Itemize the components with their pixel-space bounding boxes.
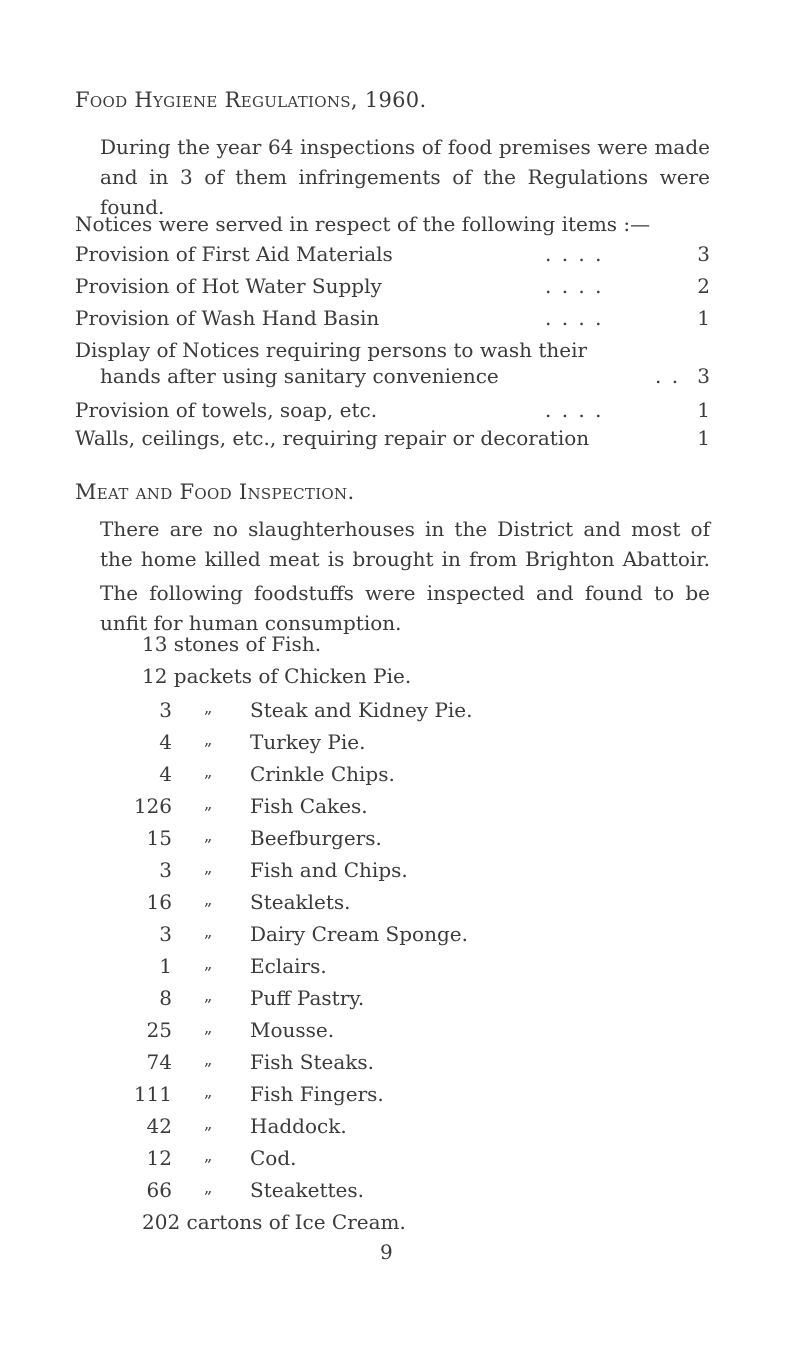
food-name: Haddock. — [250, 1114, 347, 1138]
food-item — [142, 954, 602, 982]
food-item — [133, 1082, 602, 1110]
slaughterhouse-text: There are no slaughterhouses in the District and most of the home killed meat is brought in from Brighton Abattoir. — [100, 517, 710, 571]
notices-lead: Notices were served in respect of the following items :— — [75, 212, 651, 236]
display-notices-line1: Display of Notices requiring persons to wash their — [75, 338, 588, 362]
food-name: Fish Steaks. — [250, 1050, 375, 1074]
food-qty: 3 — [159, 922, 172, 946]
ditto-mark: „ — [204, 986, 213, 1005]
food-name: Beefburgers. — [250, 826, 382, 850]
foodstuffs-paragraph — [100, 578, 710, 638]
food-item — [142, 858, 602, 886]
food-name: Puff Pastry. — [250, 986, 365, 1010]
ice-cream-line: 202 cartons of Ice Cream. — [142, 1210, 406, 1234]
food-qty: 4 — [159, 730, 172, 754]
food-item — [142, 986, 602, 1014]
ditto-mark: „ — [204, 698, 213, 717]
ditto-mark: „ — [204, 1050, 213, 1069]
notice-item-count: 1 — [697, 426, 710, 450]
food-qty: 74 — [146, 1050, 172, 1074]
food-item — [142, 1114, 602, 1142]
food-qty: 25 — [146, 1018, 172, 1042]
ditto-mark: „ — [204, 1082, 213, 1101]
food-item — [133, 794, 602, 822]
notice-item-count: 1 — [697, 306, 710, 330]
leader-dots: . . . . — [545, 242, 604, 266]
meat-food-inspection-heading: Meat and Food Inspection. — [75, 480, 355, 504]
ditto-mark: „ — [204, 826, 213, 845]
food-name: Steaklets. — [250, 890, 351, 914]
notice-item — [75, 426, 710, 456]
foodstuffs-text: The following foodstuffs were inspected and found to be unfit for human consumption. — [100, 581, 710, 635]
food-qty: 3 — [159, 858, 172, 882]
notice-item-label: Provision of Hot Water Supply — [75, 274, 382, 298]
notice-item-count: 3 — [697, 364, 710, 388]
intro-text: During the year 64 inspections of food premises were made and in 3 of them infringements of the Regulations were found. — [100, 135, 710, 219]
leader-dots: . . . . — [545, 398, 604, 422]
food-name: Steak and Kidney Pie. — [250, 698, 473, 722]
notice-item-count: 3 — [697, 242, 710, 266]
inspection-intro-paragraph — [100, 132, 710, 222]
food-hygiene-heading: Food Hygiene Regulations, 1960. — [75, 88, 427, 112]
food-item — [142, 826, 602, 854]
food-qty: 1 — [159, 954, 172, 978]
leader-dots: . . . . — [545, 306, 604, 330]
notice-item-count: 1 — [697, 398, 710, 422]
food-qty: 16 — [146, 890, 172, 914]
page-number: 9 — [380, 1240, 393, 1264]
notice-item — [75, 364, 710, 394]
notice-item-label: hands after using sanitary convenience — [100, 364, 499, 388]
ditto-mark: „ — [204, 890, 213, 909]
notice-item-label: Provision of First Aid Materials — [75, 242, 393, 266]
notice-item-count: 2 — [697, 274, 710, 298]
food-item — [142, 730, 602, 758]
ditto-mark: „ — [204, 954, 213, 973]
food-name: Turkey Pie. — [250, 730, 366, 754]
food-name: Fish and Chips. — [250, 858, 408, 882]
leader-dots: . . . . — [545, 274, 604, 298]
food-item — [142, 890, 602, 918]
food-qty: 42 — [146, 1114, 172, 1138]
ditto-mark: „ — [204, 730, 213, 749]
food-qty: 8 — [159, 986, 172, 1010]
ditto-mark: „ — [204, 1146, 213, 1165]
notice-item-label: Walls, ceilings, etc., requiring repair or decoration — [75, 426, 590, 450]
ditto-mark: „ — [204, 1178, 213, 1197]
food-qty: 126 — [133, 794, 172, 818]
food-qty: 12 — [146, 1146, 172, 1170]
ditto-mark: „ — [204, 762, 213, 781]
ditto-mark: „ — [204, 1114, 213, 1133]
food-item — [142, 762, 602, 790]
food-item — [142, 1178, 602, 1206]
food-name: Fish Cakes. — [250, 794, 368, 818]
slaughterhouse-paragraph — [100, 514, 710, 574]
notice-item — [75, 274, 710, 304]
chicken-pie-line: 12 packets of Chicken Pie. — [142, 664, 412, 688]
notice-item — [75, 306, 710, 336]
food-name: Cod. — [250, 1146, 297, 1170]
food-name: Crinkle Chips. — [250, 762, 395, 786]
ditto-mark: „ — [204, 794, 213, 813]
food-name: Steakettes. — [250, 1178, 364, 1202]
leader-dots: . . — [655, 364, 681, 388]
food-qty: 111 — [133, 1082, 172, 1106]
ditto-mark: „ — [204, 922, 213, 941]
food-name: Fish Fingers. — [250, 1082, 384, 1106]
notice-item — [75, 242, 710, 272]
food-qty: 4 — [159, 762, 172, 786]
food-item — [142, 698, 602, 726]
fish-line: 13 stones of Fish. — [142, 632, 322, 656]
notice-item-label: Provision of towels, soap, etc. — [75, 398, 378, 422]
food-qty: 15 — [146, 826, 172, 850]
food-qty: 3 — [159, 698, 172, 722]
food-item — [142, 922, 602, 950]
food-item — [142, 1146, 602, 1174]
food-item — [142, 1050, 602, 1078]
food-item — [142, 1018, 602, 1046]
food-name: Mousse. — [250, 1018, 335, 1042]
ditto-mark: „ — [204, 858, 213, 877]
notice-item — [75, 398, 710, 428]
food-qty: 66 — [146, 1178, 172, 1202]
food-name: Dairy Cream Sponge. — [250, 922, 468, 946]
ditto-mark: „ — [204, 1018, 213, 1037]
notice-item-label: Provision of Wash Hand Basin — [75, 306, 380, 330]
food-name: Eclairs. — [250, 954, 327, 978]
